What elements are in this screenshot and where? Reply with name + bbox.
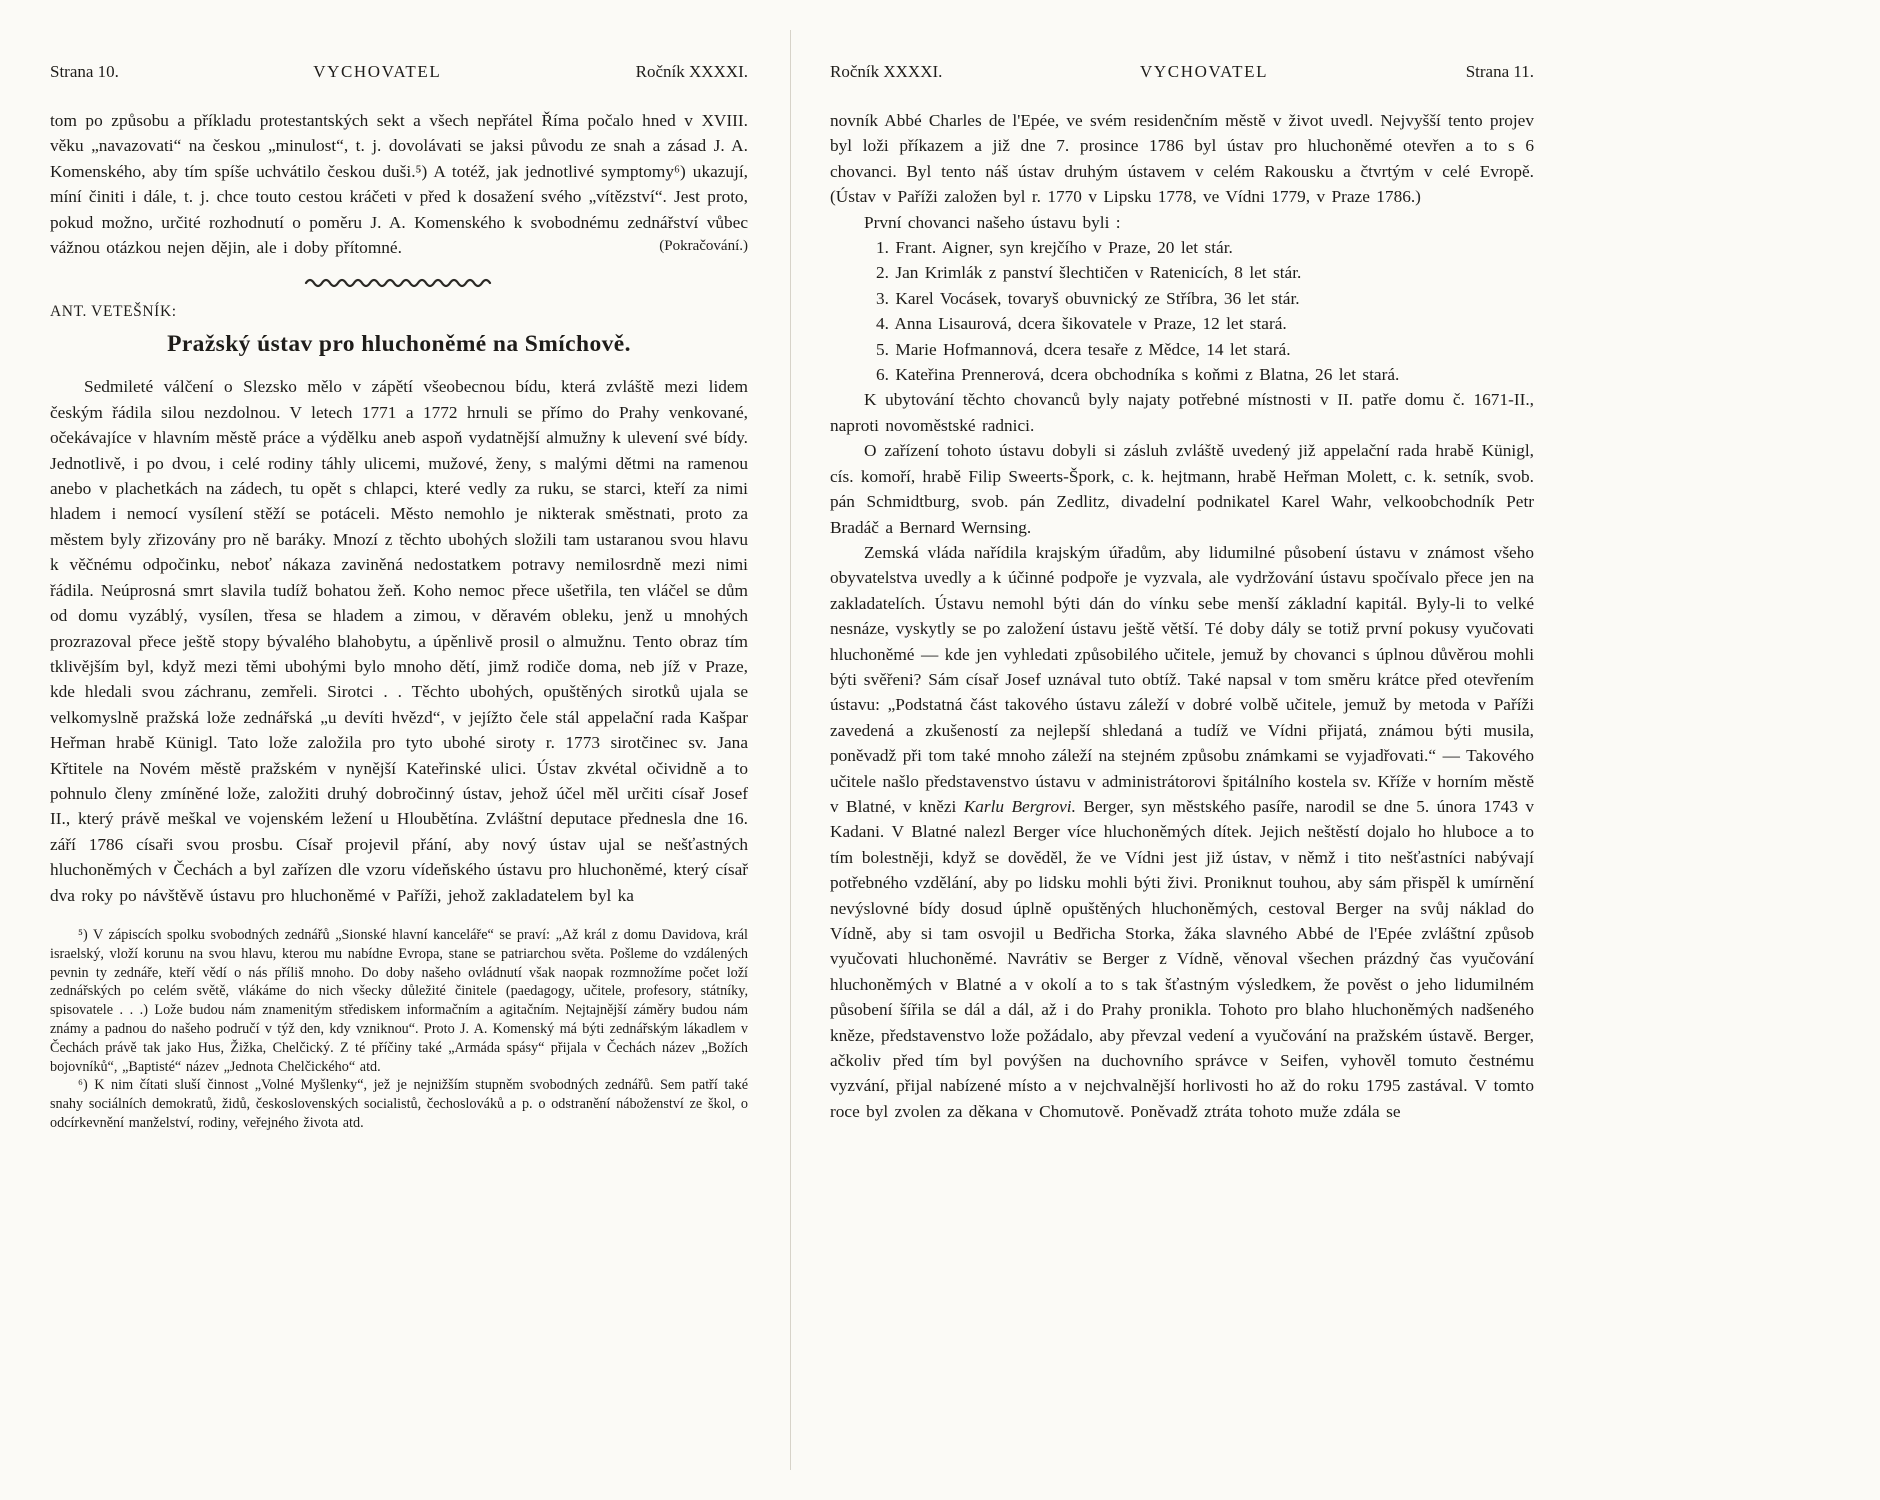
body-paragraph-4-text-continued: Berger, syn městského pasíře, narodil se dne 5. února 1743 v Kadani. V Blatné nalezl Berger více hluchoněmých dítek. Jejich neštěstí dojalo ho hluboce a to tím bolestněji, když se dověděl, že ve Vídni jest již ústav, v němž i tito nešťastníci nabývají potřebného vzdělání, aby po lidsku mohli býti živi. Proniknut touhou, aby sám přispěl k umírnění nevýslovné bídy dosud úplně opuštěných hluchoněmých, cestoval Berger na svůj náklad do Vídně, aby si tam osvojil u Bedřicha Storka, žáka slavného Abbé de l'Epée zvláštní způsob vyučovati hluchoněmé. Navrátiv se Berger z Vídně, věnoval všechen prázdný čas vyučování hluchoněmých v Blatné a v okolí a to s tak šťastným výsledkem, že pověst o jeho lidumilném působení šířila se dál a dál, až i do Prahy pronikla. Tohoto pro blaho hluchoněmých nadšeného kněze, představenstvo lože požádalo, aby převzal vedení a vyučování na pražském ústavě. Berger, ačkoliv před tím byl povýšen na duchovního správce v Seifen, vyhověl tomuto čestnému vyzvání, přijal nabízené místo a v nejchvalnější horlivosti ho až do roku 1795 zastával. V tomto roce byl zvolen za děkana v Chomutově. Poněvadž ztráta tohoto muže zdála se [830,796,1534,1121]
page-divider [790,30,791,1470]
page-number-right: Strana 11. [1465,62,1534,81]
body-paragraph-3: O zařízení tohoto ústavu dobyli si zásluh zvláště uvedený již appelační rada hrabě Künigl, cís. komoří, hrabě Filip Sweerts-Špork, c. k. hejtmann, hrabě Heřman Molett, c. k. setník, svob. pán Schmidtburg, svob. pán Zedlitz, divadelní podnikatel Karel Wahr, velkoobchodník Petr Bradáč a Bernard Wernsing. [830,441,1534,537]
pupil-list-item: 3. Karel Vocásek, tovaryš obuvnický ze Stříbra, 36 let stár. [876,288,1300,308]
volume-label-right: Ročník XXXXI. [830,62,943,81]
footnotes-section [50,926,748,1133]
wave-ornament-icon [304,275,494,289]
continuation-mark: (Pokračování.) [659,238,748,255]
article-title: Pražský ústav pro hluchoněmé na Smíchově. [167,331,631,358]
page-right [830,62,1534,1124]
page-left-header [50,62,748,82]
pupil-list-item: 2. Jan Krimlák z panství šlechtičen v Ratenicích, 8 let stár. [876,263,1302,283]
footnote-5: ⁵) V zápiscích spolku svobodných zednářů „Sionské hlavní kanceláře“ se praví: „Až král z domu Davidova, král israelský, vloží korunu na svou hlavu, kterou mu nabídne Evropa, stane se patriarchou světa. Pošleme do vzdálených pevnin ty zednáře, kteří vědí o nás příliš mnoho. Do doby našeho ovládnutí však naopak rozmnožíme počet loží zednářských po celém světě, vlákáme do nich všecky důležité činitele (paedagogy, učitele, profesory, státníky, spisovatele . . .) Lože budou nám znamenitým střediskem informačním a agitačním. Nejtajnější záměry budou nám známy a padnou do našeho područí v týž den, kdy vzniknou“. Proto J. A. Komenský má býti zednářským lákadlem v Čechách právě tak jako Hus, Žižka, Chelčický. Z té příčiny také „Armáda spásy“ přijala v Čechách název „Božích bojovníků“, „Baptisté“ název „Jednota Chelčického“ atd. [50,926,748,1075]
volume-label-left: Ročník XXXXI. [635,62,748,81]
pupil-list-item: 4. Anna Lisaurová, dcera šikovatele v Praze, 12 let stará. [876,314,1287,334]
page-right-header [830,62,1534,82]
page-number-left: Strana 10. [50,62,119,81]
article-body-paragraph: Sedmileté válčení o Slezsko mělo v zápětí všeobecnou bídu, která zvláště mezi lidem českým řádila silou nezdolnou. V letech 1771 a 1772 hrnuli se přímo do Prahy venkované, očekávajíce v hlavním městě práce a výdělku aneb aspoň vydatnější almužny k ulevení své bídy. Jednotlivě, i po dvou, i celé rodiny táhly ulicemi, mužové, ženy, s malými dětmi na ramenou anebo v plachetkách na zádech, tu opět s chlapci, které vedly za ruku, se starci, kteří za nimi hladem i nemocí vysílení stěží se potáceli. Město nemohlo je nikterak směstnati, proto za městem byly zřizovány pro ně baráky. Mnozí z těchto ubohých složili tam ustaranou svou hlavu k věčnému odpočinku, neboť nákaza zaviněná nedostatkem potravy nemilosrdně mezi nimi řádila. Neúprosná smrt slavila tudíž bohatou žeň. Koho nemoc přece ušetřila, ten vláčel se dům od domu vyzáblý, vysílen, třesa se hladem a zimou, v děravém obleku, jenž u mnohých prozrazoval přece ještě stopy bývalého blahobytu, a úpěnlivě prosil o almužnu. Tento obraz tím tklivějším byl, když mezi těmi ubohými bylo mnoho dětí, jimž rodiče doma, neb jíž v Praze, kde hledali svou záchranu, zemřeli. Sirotci . . Těchto ubohých, opuštěných sirotků ujala se velkomyslně pražská lože zednářská „u devíti hvězd“, v jejížto čele stál appelační rada Kašpar Heřman hrabě Künigl. Tato lože založila pro tyto ubohé siroty r. 1773 sirotčinec sv. Jana Křtitele na Novém městě pražském v nynější Kateřinské ulici. Ústav zkvétal očividně a to pohnulo členy zmíněné lože, založiti druhý dobročinný ústav, jehož účel měl určiti císař Josef II., který právě meškal ve vojenském ležení u Hloubětína. Zvláštní deputace přednesla dne 16. září 1786 císaři svou prosbu. Císař projevil přání, aby nový ústav ujal se nešťastných hluchoněmých v Čechách a byl zařízen dle vzoru vídeňského ústavu pro hluchoněmé, který císař dva roky po návštěvě ústavu pro hluchoněmé v Paříži, jehož zakladatelem byl ka [50,377,748,905]
intro-paragraph-text: tom po způsobu a příkladu protestantských sekt a všech nepřátel Říma počalo hned v XVIII. věku „navazovati“ na českou „minulost“, t. j. dovolávati se jaksi původu ze snah a zásad J. A. Komenského, aby tím spíše uchvátilo českou duši.⁵) A totéž, jak jednotlivé symptomy⁶) ukazují, míní činiti i dále, t. j. chce touto cestou kráčeti v před k dosažení svého „vítězství“. Jest proto, pokud možno, určité rozhodnutí o poměru J. A. Komenského k svobodnému zednářství vůbec vážnou otázkou nejen dějin, ale i doby přítomné. [50,111,748,258]
body-paragraph-4 [830,540,1534,1124]
journal-title-right: VYCHOVATEL [1140,62,1269,81]
body-paragraph-1: novník Abbé Charles de l'Epée, ve svém residenčním městě v život uvedl. Nejvyšší tento projev byl loži příkazem a již dne 7. prosince 1786 byl ústav pro hluchoněmé otevřen a to s 6 chovanci. Byl tento náš ústav druhým ústavem v celém Rakousku a čtvrtým v celé Evropě. (Ústav v Paříži založen byl r. 1770 v Lipsku 1778, ve Vídni 1779, v Praze 1786.) [830,111,1534,207]
pupil-list-item: 6. Kateřina Prennerová, dcera obchodníka s koňmi z Blatna, 26 let stará. [876,365,1400,385]
pupil-list [830,235,1534,387]
page-left [50,62,748,1133]
pupil-list-intro: První chovanci našeho ústavu byli : [864,212,1121,232]
pupil-list-item: 5. Marie Hofmannová, dcera tesaře z Mědce, 14 let stará. [876,339,1291,359]
squiggle-divider [50,275,748,291]
pupil-list-item: 1. Frant. Aigner, syn krejčího v Praze, 20 let stár. [876,238,1233,258]
journal-title-left: VYCHOVATEL [313,62,442,81]
body-paragraph-4-text: Zemská vláda nařídila krajským úřadům, aby lidumilné působení ústavu v známost všeho obyvatelstva uvedly a k účinné podpoře je vyzvala, ale vydržování ústavu spočívalo přece jen na zakladatelích. Ústavu nemohl býti dán do vínku sebe menší základní kapitál. Byly-li to velké nesnáze, vyskytly se po založení ústavu ještě větší. Té doby dály se totiž první pokusy vyučovati hluchoněmé — kde jen vyhledati způsobilého učitele, jemuž by chovanci s úplnou důvěrou mohli býti svěřeni? Sám císař Josef uznával tuto obtíž. Také napsal v tom směru krátce před otevřením ústavu: „Podstatná část takového ústavu záleží v dobré volbě učitele, jemuž by metoda v Paříži zavedená a zkušeností za nejlepší shledaná a tudíž ve Vídni přijatá, známou býti musila, poněvadž při tom také mnoho záleží na stejném způsobu známkami se vyjadřovati.“ — Takového učitele našlo představenstvo ústavu v administrátorovi špitálního kostela sv. Kříže v horním městě v Blatné, v knězi [830,542,1534,816]
intro-paragraph [50,108,748,260]
article-author: ANT. VETEŠNÍK: [50,303,177,321]
body-paragraph-4-italic-name: Karlu Bergrovi. [963,796,1076,816]
footnote-6: ⁶) K nim čítati sluší činnost „Volné Myšlenky“, jež je nejnižším stupněm svobodných zednářů. Sem patří také snahy sociálních demokratů, židů, československých socialistů, čechoslováků a p. o odstranění náboženství ze škol, o odcírkevnění manželství, rodiny, veřejného života atd. [50,1077,748,1131]
body-paragraph-2: K ubytování těchto chovanců byly najaty potřebné místnosti v II. patře domu č. 1671-II., naproti novoměstské radnici. [830,390,1534,435]
